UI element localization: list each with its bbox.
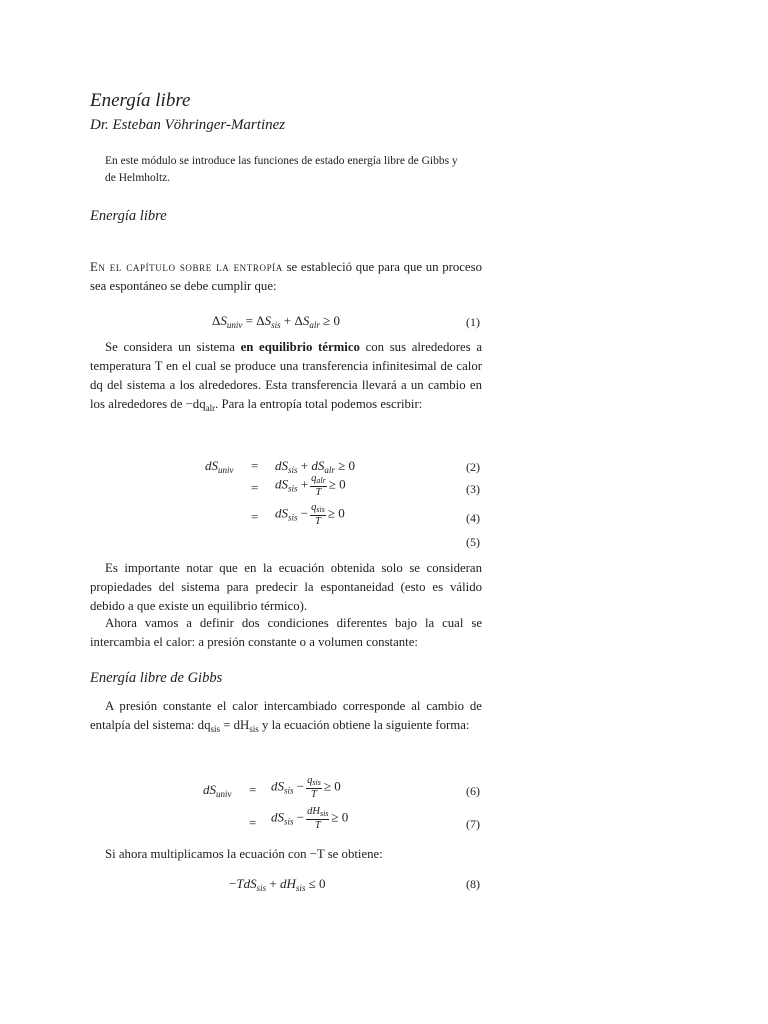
paper-title: Energía libre xyxy=(90,90,191,111)
abstract: En este módulo se introduce las funciones de estado energía libre de Gibbs y de Helmholtz. xyxy=(105,155,458,184)
section-heading-energia-libre: Energía libre xyxy=(90,208,167,224)
paragraph-equilibrio: Se considera un sistema en equilibrio térmico con sus alrededores a temperatura T en el cual se produce una transferencia infinitesimal de calor dq del sistema a los alrededores. Esta transferencia llevará a un cambio en los alrededores de $-dq_{alr}$. Para la entropía total podemos escribir: xyxy=(90,340,482,413)
equation-4-equals: = xyxy=(251,509,259,524)
paragraph-intro xyxy=(90,258,482,296)
fraction-qsis-over-T: $\frac{q_{sis}}{T}$ xyxy=(311,502,325,527)
equation-number-5: (5) xyxy=(466,535,480,549)
paper-author: Dr. Esteban Vöhringer-Martinez xyxy=(90,117,286,133)
section-heading-gibbs: Energía libre de Gibbs xyxy=(90,670,223,686)
equation-2-equals: = xyxy=(251,458,259,473)
paragraph-multiplicamos: Si ahora multiplicamos la ecuación con −T se obtiene: xyxy=(105,847,383,861)
paragraph-importante: Es importante notar que en la ecuación obtenida solo se consideran propiedades del sistema para predecir la espontaneidad (esto es válido debido a que existe un equilibrio térmico). xyxy=(90,561,482,613)
equation-8: $-TdS_{sis} + dH_{sis} \le 0$ xyxy=(229,876,326,893)
fraction-qsis-over-T-2: $\frac{q_{sis}}{T}$ xyxy=(307,775,321,800)
equation-number-8: (8) xyxy=(466,877,480,891)
equation-2-rhs: $dS_{sis} + dS_{alr} \ge 0$ xyxy=(275,458,356,475)
smallcaps-lead: En el capítulo sobre la entropía xyxy=(90,260,283,274)
equation-4-rhs: $dS_{sis}$ − $\frac{q_{sis}}{T}$ ≥ 0 xyxy=(275,502,345,527)
equation-7-equals: = xyxy=(249,815,257,830)
equation-number-1: (1) xyxy=(466,315,480,329)
equation-number-2: (2) xyxy=(466,460,480,474)
equation-3-equals: = xyxy=(251,480,259,495)
paragraph-presion-constante: A presión constante el calor intercambiado corresponde al cambio de entalpía del sistema: $dq_{sis} = dH_{sis}$ y la ecuación obtiene la siguiente forma: xyxy=(90,699,482,734)
equation-7-rhs: $dS_{sis}$ − $\frac{dH_{sis}}{T}$ ≥ 0 xyxy=(271,806,349,831)
fraction-dHsis-over-T: $\frac{dH_{sis}}{T}$ xyxy=(307,806,329,831)
equation-6-lhs: $dS_{univ}$ xyxy=(203,782,232,799)
paragraph-intro-text: se estableció que para que un proceso sea espontáneo se debe cumplir que: xyxy=(90,260,482,293)
bold-en-equilibrio-termico: en equilibrio térmico xyxy=(240,340,360,354)
equation-2-lhs: $dS_{univ}$ xyxy=(205,458,234,475)
equation-3-rhs: $dS_{sis}$ + $\frac{q_{alr}}{T}$ ≥ 0 xyxy=(275,473,346,498)
equation-number-6: (6) xyxy=(466,784,480,798)
fraction-qalr-over-T: $\frac{q_{alr}}{T}$ xyxy=(311,473,326,498)
equation-number-7: (7) xyxy=(466,817,480,831)
equation-number-4: (4) xyxy=(466,511,480,525)
equation-number-3: (3) xyxy=(466,482,480,496)
equation-6-rhs: $dS_{sis}$ − $\frac{q_{sis}}{T}$ ≥ 0 xyxy=(271,775,341,800)
paragraph-condiciones: Ahora vamos a definir dos condiciones diferentes bajo la cual se intercambia el calor: a presión constante o a volumen constante: xyxy=(90,616,482,649)
equation-6-equals: = xyxy=(249,782,257,797)
equation-1: $\Delta S_{univ} = \Delta S_{sis} + \Delta S_{alr} \ge 0$ xyxy=(212,313,340,330)
